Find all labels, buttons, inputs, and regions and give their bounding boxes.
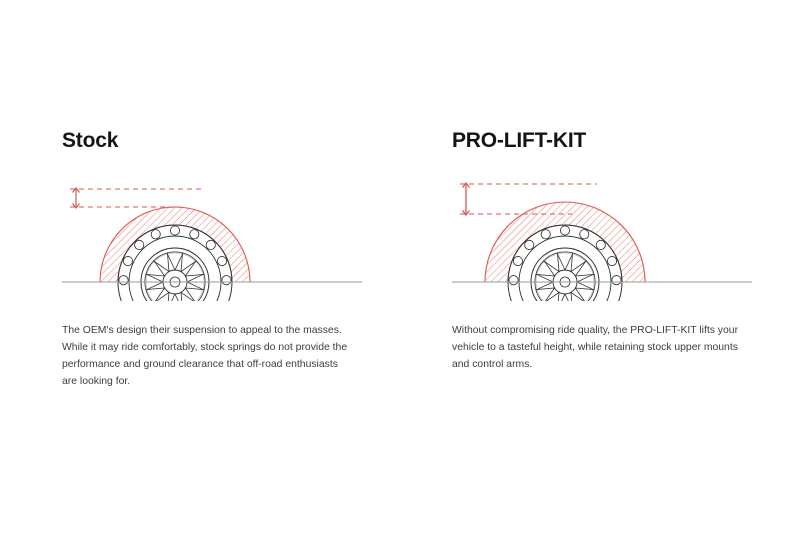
panel-description: Without compromising ride quality, the PRO-LIFT-KIT lifts your vehicle to a tasteful height, while retaining stock upper mounts and control arms. bbox=[452, 325, 739, 370]
wheel-spokes bbox=[535, 252, 595, 301]
wheel-spokes bbox=[145, 252, 205, 301]
figure-stock-clearance bbox=[62, 179, 362, 301]
pro-lift-kit-wheel-illustration bbox=[452, 179, 752, 301]
figure-pro-lift-kit-clearance bbox=[452, 179, 752, 301]
panel-title: Stock bbox=[62, 129, 119, 152]
panel-stock bbox=[62, 130, 362, 390]
fender-arch-hatch bbox=[82, 189, 272, 289]
fender-arch-hatch bbox=[467, 179, 667, 289]
clearance-measure bbox=[70, 188, 202, 208]
stock-wheel-illustration bbox=[62, 179, 362, 301]
panel-title: PRO-LIFT-KIT bbox=[452, 129, 587, 152]
panel-description: The OEM's design their suspension to appeal to the masses. While it may ride comfortably, stock springs do not provide the performance and ground clearance that off-road enthusiasts are looking for. bbox=[62, 325, 348, 387]
panel-pro-lift-kit bbox=[452, 130, 752, 374]
